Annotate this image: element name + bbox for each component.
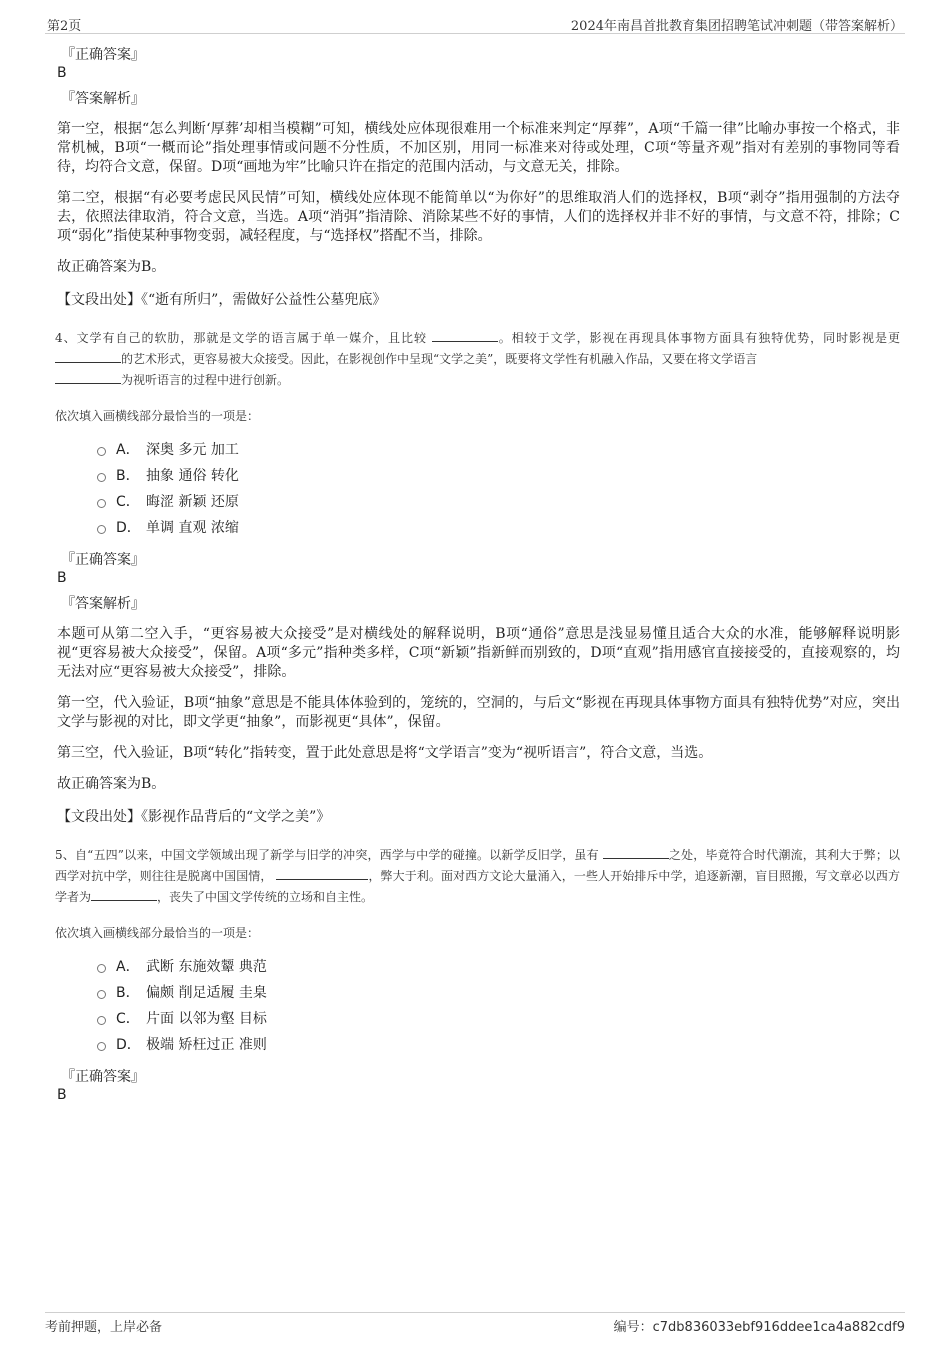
fill-blank	[603, 846, 669, 859]
correct-answer-value: B	[57, 570, 67, 586]
option-c[interactable]: C． 晦涩 新颖 还原	[97, 493, 900, 519]
correct-answer-label: 『正确答案』	[61, 552, 145, 568]
document-title: 2024年南昌首批教育集团招聘笔试冲刺题（带答案解析）	[570, 19, 903, 34]
analysis-paragraph: 第一空，代入验证，B项“抽象”意思是不能具体体验到的，笼统的，空洞的，与后文“影视在再现具体事物方面具有独特优势”对应，突出文学与影视的对比，即文学更“抽象”，而影视更“具体”，保留。	[57, 695, 900, 730]
fill-blank	[276, 867, 368, 880]
correct-answer-value: B	[57, 65, 67, 81]
fill-blank	[432, 329, 498, 342]
option-b[interactable]: B． 抽象 通俗 转化	[97, 467, 900, 493]
question-instruction: 依次填入画横线部分最恰当的一项是：	[55, 409, 260, 423]
question-stem-5: 5、自“五四”以来，中国文学领域出现了新学与旧学的冲突，西学与中学的碰撞。以新学反旧学，虽有 之处，毕竟符合时代潮流，其利大于弊；以西学对抗中学，则往往是脱离中国国情， ，弊大于利。面对西方文论大量涌入，一些人开始排斥中学，追逐新潮，盲目照搬，写文章必以西方学者为 ，丧失了中国文学传统的立场和自主性。	[55, 848, 900, 904]
option-d[interactable]: D． 极端 矫枉过正 准则	[97, 1036, 900, 1062]
page-number: 第2页	[47, 19, 82, 34]
analysis-paragraph: 本题可从第二空入手，“更容易被大众接受”是对横线处的解释说明，B项“通俗”意思是浅显易懂且适合大众的水准，能够解释说明影视“更容易被大众接受”，保留。A项“多元”指种类多样，C项“新颖”指新鲜而别致的，D项“直观”指用感官直接接受的，直接观察的，均无法对应“更容易被大众接受”，排除。	[57, 626, 900, 680]
correct-answer-label: 『正确答案』	[61, 47, 145, 63]
analysis-conclusion: 故正确答案为B。	[57, 776, 166, 792]
radio-icon[interactable]	[97, 1016, 106, 1025]
passage-source: 【文段出处】《“逝有所归”，需做好公益性公墓兜底》	[57, 292, 387, 308]
fill-blank	[91, 888, 157, 901]
document-body	[55, 46, 900, 1112]
radio-icon[interactable]	[97, 447, 106, 456]
question-stem-4: 4、文学有自己的软肋，那就是文学的语言属于单一媒介，且比较 。相较于文学，影视在再现具体事物方面具有独特优势，同时影视是更 的艺术形式，更容易被大众接受。因此，在影视创作中呈现“文学之美”，既要将文学性有机融入作品，又要在将文学语言 为视听语言的过程中进行创新。	[55, 331, 900, 387]
correct-answer-label: 『正确答案』	[61, 1069, 145, 1085]
fill-blank	[55, 371, 121, 384]
page-footer	[45, 1312, 905, 1335]
analysis-paragraph: 第三空，代入验证，B项“转化”指转变，置于此处意思是将“文学语言”变为“视听语言”，符合文意，当选。	[57, 745, 713, 761]
radio-icon[interactable]	[97, 525, 106, 534]
document-code: 编号：c7db836033ebf916ddee1ca4a882cdf9	[613, 1320, 905, 1335]
option-d[interactable]: D． 单调 直观 浓缩	[97, 519, 900, 545]
radio-icon[interactable]	[97, 473, 106, 482]
analysis-paragraph: 第一空，根据“怎么判断‘厚葬’却相当模糊”可知，横线处应体现很难用一个标准来判定“厚葬”，A项“千篇一律”比喻办事按一个格式，非常机械，B项“一概而论”指处理事情或问题不分性质，不加区别，用同一标准来对待或处理，C项“等量齐观”指对有差别的事物同等看待，均符合文意，保留。D项“画地为牢”比喻只许在指定的范围内活动，与文意无关，排除。	[57, 121, 900, 175]
option-a[interactable]: A． 武断 东施效颦 典范	[97, 958, 900, 984]
fill-blank	[55, 350, 121, 363]
passage-source: 【文段出处】《影视作品背后的“文学之美”》	[57, 809, 331, 825]
option-list	[97, 441, 900, 545]
option-b[interactable]: B． 偏颇 削足适履 圭臬	[97, 984, 900, 1010]
radio-icon[interactable]	[97, 964, 106, 973]
option-a[interactable]: A． 深奥 多元 加工	[97, 441, 900, 467]
analysis-conclusion: 故正确答案为B。	[57, 259, 166, 275]
analysis-label: 『答案解析』	[61, 91, 145, 107]
footer-slogan: 考前押题，上岸必备	[45, 1320, 163, 1335]
analysis-label: 『答案解析』	[61, 596, 145, 612]
correct-answer-value: B	[57, 1087, 67, 1103]
radio-icon[interactable]	[97, 990, 106, 999]
option-list	[97, 958, 900, 1062]
question-instruction: 依次填入画横线部分最恰当的一项是：	[55, 926, 260, 940]
radio-icon[interactable]	[97, 499, 106, 508]
radio-icon[interactable]	[97, 1042, 106, 1051]
analysis-paragraph: 第二空，根据“有必要考虑民风民情”可知，横线处应体现不能简单以“为你好”的思维取消人们的选择权，B项“剥夺”指用强制的方法夺去，依照法律取消，符合文意，当选。A项“消弭”指清除、消除某些不好的事情，人们的选择权并非不好的事情，与文意不符，排除；C项“弱化”指使某种事物变弱，减轻程度，与“选择权”搭配不当，排除。	[57, 190, 900, 244]
option-c[interactable]: C． 片面 以邻为壑 目标	[97, 1010, 900, 1036]
page-header	[45, 13, 905, 34]
